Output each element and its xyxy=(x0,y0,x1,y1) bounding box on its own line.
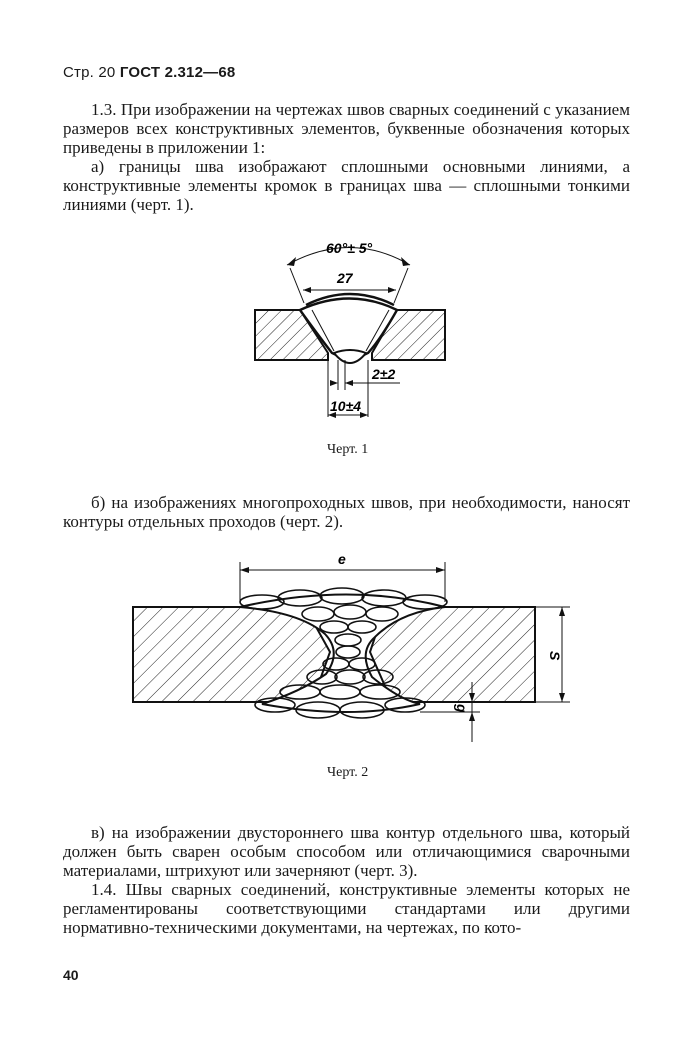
figure-2-caption: Черт. 2 xyxy=(327,765,369,780)
paragraph-a: а) границы шва изображают сплошными основными линиями, а конструктивные элементы кромок в границах шва — сплошными тонкими линиями (черт. 1). xyxy=(63,157,630,214)
paragraph-1-3: 1.3. При изображении на чертежах швов сварных соединений с указанием размеров всех конструктивных элементов, буквенные обозначения которых приведены в приложении 1: xyxy=(63,100,630,157)
angle-label: 60°± 5° xyxy=(326,240,373,256)
width-label-e: e xyxy=(338,551,346,567)
text-block-bottom xyxy=(63,823,630,937)
page-label: Стр. 20 xyxy=(63,64,116,81)
page-header xyxy=(63,64,235,81)
page-number: 40 xyxy=(63,967,79,983)
root-bead xyxy=(334,350,366,363)
standard-code: ГОСТ 2.312—68 xyxy=(119,64,236,81)
gap-label-g: g xyxy=(454,704,470,713)
paragraph-v: в) на изображении двустороннего шва контур отдельного шва, который должен быть сварен особым способом или отличающимися сварочными материалами, штрихуют или зачерняют (черт. 3). xyxy=(63,823,630,880)
figure-1-caption: Черт. 1 xyxy=(327,442,369,457)
root-label: 10±4 xyxy=(330,398,362,414)
paragraph-1-4: 1.4. Швы сварных соединений, конструктивные элементы которых не регламентированы соответствующими стандартами или другими нормативно-техническими документами, на чертежах, по кото- xyxy=(63,880,630,937)
figure-1-drawing xyxy=(0,235,700,435)
paragraph-b: б) на изображениях многопроходных швов, при необходимости, наносят контуры отдельных проходов (черт. 2). xyxy=(63,493,630,531)
text-block-b xyxy=(63,493,630,531)
figure-2-drawing xyxy=(0,552,700,752)
gap-label: 2±2 xyxy=(372,366,396,382)
width-label: 27 xyxy=(337,270,353,286)
text-block-top xyxy=(63,100,630,214)
thickness-label-s: S xyxy=(547,651,563,661)
